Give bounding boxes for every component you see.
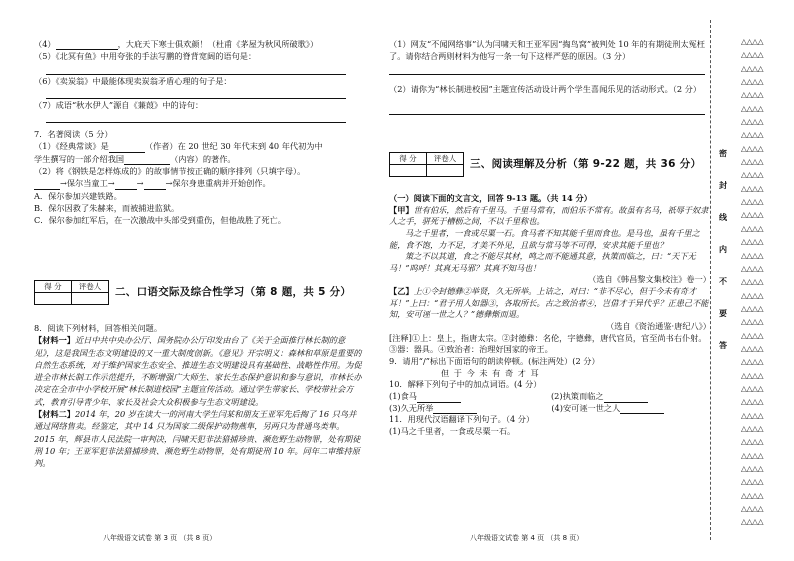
triangle-row: △△△△ <box>741 317 764 327</box>
section2-title: 二、口语交际及综合性学习（第 8 题，共 5 分） <box>115 285 352 298</box>
right-column-lower <box>389 193 711 437</box>
seal-char: 密 <box>719 149 727 158</box>
triangle-row: △△△△ <box>741 63 764 73</box>
mingzhu-2: （2）将《钢铁是怎样炼成的》的故事情节按正确的顺序排列（只填字母）。 <box>34 166 306 177</box>
right-column <box>389 38 711 115</box>
seal-notice <box>717 150 729 374</box>
triangle-row: △△△△ <box>741 183 764 193</box>
triangle-row: △△△△ <box>741 237 764 247</box>
triangle-row: △△△△ <box>741 303 764 313</box>
grader-label: 评卷人 <box>72 281 109 293</box>
triangle-row: △△△△ <box>741 143 764 153</box>
triangle-row: △△△△ <box>741 437 764 447</box>
triangle-row: △△△△ <box>741 130 764 140</box>
section3-header <box>389 152 701 177</box>
score-cell[interactable] <box>35 293 72 305</box>
q8-2: （2）请你为“林长制进校园”主题宣传活动设计两个学生喜闻乐见的活动形式。（2 分） <box>389 83 702 94</box>
reading1-title: （一）阅读下面的文言文，回答 9-13 题。（共 14 分） <box>389 193 592 203</box>
passage-jia-source: （选自《韩昌黎文集校注》卷一） <box>588 274 711 285</box>
triangle-row: △△△△ <box>741 37 764 46</box>
q6-4: （4） ，大庇天下寒士俱欢颜！（杜甫《茅屋为秋风所破歌》） <box>34 39 319 49</box>
material-1: 【材料一】近日中共中央办公厅、国务院办公厅印发由台了《关于全面推行林长制的意见》，这是我国生态文明建设的又一重大制度创新。《意见》开宗明义：森林和草原是重要的自然生态系统，对于维护国家生态安全、推进生态文明建设具有基础性、战略性作用。为促进全市林长制工作示范提升，不断增强广大师生、家长生态保护意识和参与意识，市林长办决定在全市中小学校开展“林长制进校园”主题宣传活动。通过学生带家长、学校带社会方式，教育引导青少年、家长及社会大众积极参与生态文明建设。 <box>34 335 362 407</box>
triangle-row: △△△△ <box>741 103 764 113</box>
mingzhu-1: （1）《经典常谈》是 （作者）在 20 世纪 30 年代末到 40 年代初为中 <box>34 141 323 152</box>
material-2: 【材料二】2014 年，20 岁在读大一的河南大学生闫某和朋友王亚军先后掏了 16 只鸟并通过网络售卖。经鉴定，其中 14 只为国家二级保护动物燕隼，另两只为普通鸟类隼。2015 年，辉县市人民法院一审判决，闫啸天犯非法猎捕珍贵、濒危野生动物罪，处有期徒刑 10 年；王亚军犯非法猎捕珍贵、濒危野生动物罪，处有期徒刑 10 年。同年二审维持原判。 <box>34 409 361 469</box>
triangle-row: △△△△ <box>741 464 764 473</box>
triangle-row: △△△△ <box>741 263 764 273</box>
q10-row2: (3)久无所举 (4)安可诬一世之人 <box>389 403 711 415</box>
option-b: B．保尔因救了朱赫来，而被捕进监狱。 <box>34 202 180 213</box>
triangle-row: △△△△ <box>741 517 764 527</box>
answer-blank[interactable] <box>620 413 664 414</box>
triangle-row: △△△△ <box>741 423 764 433</box>
q6-6: （6）《卖炭翁》中最能体现卖炭翁矛盾心理的句子是： <box>34 75 232 86</box>
answer-line[interactable] <box>46 63 346 75</box>
grader-label: 评卷人 <box>427 153 464 165</box>
passage-yi-source: （选自《资治通鉴·唐纪八》） <box>606 321 711 332</box>
section3-title: 三、阅读理解及分析（第 9-22 题，共 36 分） <box>470 157 702 170</box>
score-label: 得 分 <box>35 281 72 293</box>
q6-7: （7）成语“秋水伊人”源自《蒹葭》中的诗句： <box>34 99 204 110</box>
triangle-row: △△△△ <box>741 170 764 180</box>
passage-jia-3: 策之不以其道，食之不能尽其材，鸣之而不能通其意，执策而临之，曰：“天下无马！”呜呼！其真无马邪？其真不知马也！ <box>389 251 696 273</box>
triangle-row: △△△△ <box>741 383 764 393</box>
q8: 8．阅读下列材料，回答相关问题。 <box>34 323 163 333</box>
left-column-lower <box>34 322 362 470</box>
grader-cell[interactable] <box>72 293 109 305</box>
score-label: 得 分 <box>390 153 427 165</box>
triangle-row: △△△△ <box>741 77 764 87</box>
triangle-row: △△△△ <box>741 290 764 300</box>
triangle-row: △△△△ <box>741 450 764 460</box>
option-a: A．保尔参加兴建铁路。 <box>34 190 122 201</box>
triangle-row: △△△△ <box>741 330 764 340</box>
triangle-row: △△△△ <box>741 197 764 207</box>
triangle-row: △△△△ <box>741 250 764 260</box>
triangle-row: △△△△ <box>741 277 764 287</box>
triangle-row: △△△△ <box>741 410 764 420</box>
option-c: C．保尔参加红军后，在一次激战中头部受到重伤，但他战胜了死亡。 <box>34 215 286 226</box>
triangle-border <box>741 35 783 529</box>
seal-char: 线 <box>719 213 727 222</box>
answer-line[interactable] <box>389 103 705 115</box>
seal-char: 要 <box>719 309 727 318</box>
passage-yi: 【乙】上①令封德彝②举贤，久无所举。上诘之，对曰：“非不尽心，但于今未有奇才耳！”上曰：“君子用人如器③，各取所长。古之致治者④，岂借才于异代乎？正患己不能知，安可诬一世之人？”德彝惭而退。 <box>389 286 709 320</box>
q6-5: （5）《北冥有鱼》中用夸张的手法写鹏的脊背宽阔的语句是： <box>34 51 257 62</box>
score-box <box>389 152 464 177</box>
seal-char: 答 <box>719 341 727 350</box>
triangle-row: △△△△ <box>741 210 764 220</box>
triangle-row: △△△△ <box>741 223 764 233</box>
grader-cell[interactable] <box>427 165 464 177</box>
q9-sentence: 但 于 今 未 有 奇 才 耳 <box>441 367 540 378</box>
triangle-row: △△△△ <box>741 117 764 127</box>
page-footer-left: 八年级语文试卷 第 3 页 （共 8 页） <box>103 534 217 542</box>
triangle-row: △△△△ <box>741 490 764 500</box>
mingzhu-2-order: →保尔当童工→ → →保尔身患重病并开始创作。 <box>34 177 362 189</box>
answer-line[interactable] <box>389 63 705 75</box>
answer-line[interactable] <box>46 87 346 99</box>
passage-jia-2: 马之千里者，一食或尽粟一石。食马者不知其能千里而食也。是马也，虽有千里之能，食不饱，力不足，才美不外见，且欲与常马等不可得，安求其能千里也？ <box>389 227 700 250</box>
triangle-row: △△△△ <box>741 90 764 100</box>
score-box <box>34 280 109 305</box>
q11-1: (1)马之千里者，一食或尽粟一石。 <box>389 425 516 436</box>
annotation: [注释]①上：皇上，指唐太宗。②封德彝：名伦，字德彝，唐代官员，官至尚书右仆射。③器：器具。④致治者：治理好国家的帝王。 <box>389 332 707 355</box>
q10: 10．解释下列句子中的加点词语。(4 分） <box>389 379 542 390</box>
triangle-row: △△△△ <box>741 157 764 167</box>
triangle-row: △△△△ <box>741 397 764 407</box>
left-column <box>34 38 362 227</box>
q9: 9．请用“/”标出下面语句的朗读停顿。(标注两处）(2 分） <box>389 355 600 366</box>
triangle-row: △△△△ <box>741 343 764 353</box>
triangle-row: △△△△ <box>741 357 764 367</box>
mingzhu-1-cont: 学生撰写的一部介绍我国 （内容）的著作。 <box>34 153 236 164</box>
answer-blank[interactable] <box>144 189 166 190</box>
triangle-row: △△△△ <box>741 50 764 60</box>
answer-line[interactable] <box>46 111 346 123</box>
seal-char: 不 <box>719 277 727 286</box>
score-cell[interactable] <box>390 165 427 177</box>
seal-char: 封 <box>719 181 727 190</box>
page-footer-right: 八年级语文试卷 第 4 页 （共 8 页） <box>470 534 584 542</box>
passage-jia-1: 【甲】世有伯乐，然后有千里马。千里马常有，而伯乐不常有。故虽有名马，祇辱于奴隶人之手，骈死于槽枥之间，不以千里称也。 <box>389 204 709 227</box>
binding-line <box>710 20 711 540</box>
triangle-row: △△△△ <box>741 370 764 380</box>
triangle-row: △△△△ <box>741 504 764 514</box>
section2-header <box>34 280 351 305</box>
triangle-row: △△△△ <box>741 477 764 487</box>
q11: 11．用现代汉语翻译下列句子。（4 分） <box>389 414 535 425</box>
mingzhu-title: 7．名著阅读（5 分） <box>34 129 113 140</box>
q8-1: （1）网友“不闻网络事”认为闫啸天和王亚军因“掏鸟窝”被判处 10 年的有期徒刑太冤枉了。请你结合两则材料为他写一条一句下这样严惩的原因。（3 分） <box>389 39 705 62</box>
seal-char: 内 <box>719 245 727 254</box>
q10-row1: (1)食马 (2)执策而临之 <box>389 391 711 403</box>
